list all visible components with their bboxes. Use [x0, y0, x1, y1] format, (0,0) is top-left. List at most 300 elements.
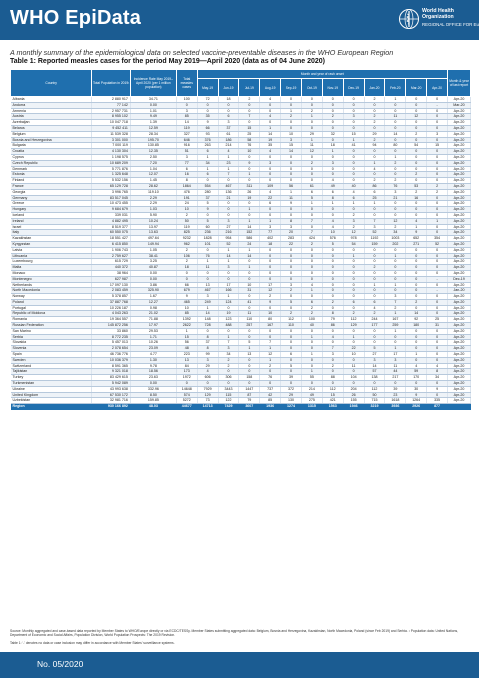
cell-incidence: 1.03	[130, 207, 176, 213]
cell-month-cases: 23	[385, 392, 406, 398]
cell-month-cases: 1	[281, 189, 302, 195]
header-month: Aug-19	[260, 79, 281, 97]
cell-month-cases: 6	[364, 299, 385, 305]
cell-population: 10 689 209	[92, 160, 131, 166]
cell-month-cases: 41	[343, 143, 364, 149]
cell-total-cases: 119	[176, 125, 197, 131]
cell-population: 615 729	[92, 259, 131, 265]
cell-month-cases: 29	[197, 363, 218, 369]
cell-month-cases: 0	[301, 357, 322, 363]
cell-month-cases: 40	[301, 323, 322, 329]
cell-month-cases: 3	[281, 224, 302, 230]
cell-total-cases: 15	[176, 334, 197, 340]
cell-month-cases: 0	[406, 102, 427, 108]
cell-month-cases: 216	[218, 230, 239, 236]
cell-population: 60 550 075	[92, 230, 131, 236]
cell-month-cases: 0	[385, 172, 406, 178]
who-logo	[398, 6, 488, 34]
cell-total-cases: 18	[176, 265, 197, 271]
cell-month-cases: 0	[385, 201, 406, 207]
cell-incidence: 10.26	[130, 340, 176, 346]
cell-month-cases: 488	[218, 323, 239, 329]
cell-month-cases: -	[427, 288, 448, 294]
cell-month-cases: 0	[322, 357, 343, 363]
cell-month-cases: 0	[427, 108, 448, 114]
cell-month-cases: 6	[301, 189, 322, 195]
header-bar	[0, 0, 488, 40]
cell-month-cases: 0	[301, 172, 322, 178]
cell-month-cases: 1	[260, 218, 281, 224]
cell-month-cases: 0	[301, 97, 322, 103]
cell-month-cases: 8	[197, 346, 218, 352]
cell-month-cases: 31	[239, 288, 260, 294]
cell-month-cases: 167	[385, 317, 406, 323]
cell-month-cases: 2	[364, 137, 385, 143]
cell-month-cases: 110	[239, 317, 260, 323]
cell-total-cases: 50	[176, 218, 197, 224]
cell-last-report: Apr-20	[448, 120, 471, 126]
cell-month-cases: 7	[385, 299, 406, 305]
cell-month-cases: 0	[260, 328, 281, 334]
cell-total-cases: 173	[176, 369, 197, 375]
footnote-table-note: Table 1: ‘-’ denotes no data or case inclusion may differ in accordance with Member States’ surveillance systems.	[10, 641, 175, 645]
cell-month-cases: 0	[427, 137, 448, 143]
cell-month-cases: 49	[322, 183, 343, 189]
cell-month-cases: 0	[343, 149, 364, 155]
cell-month-cases: 2	[301, 108, 322, 114]
cell-month-cases: 29	[281, 392, 302, 398]
cell-month-cases: 0	[218, 201, 239, 207]
cell-month-cases: 0	[301, 120, 322, 126]
cell-country: North Macedonia	[11, 288, 92, 294]
cell-incidence: 12.35	[130, 149, 176, 155]
cell-last-report: Apr-20	[448, 328, 471, 334]
cell-incidence: 0.98	[130, 305, 176, 311]
cell-country: Italy	[11, 230, 92, 236]
cell-month-cases: 7429	[218, 404, 239, 410]
cell-month-cases: 93	[197, 131, 218, 137]
cell-country: Belarus	[11, 125, 92, 131]
cell-month-cases: 1	[364, 160, 385, 166]
cell-country: Kazakhstan	[11, 236, 92, 242]
cell-month-cases: 76	[385, 183, 406, 189]
cell-month-cases: 0	[239, 212, 260, 218]
cell-month-cases: 4	[406, 363, 427, 369]
cell-month-cases: 4	[406, 218, 427, 224]
cell-month-cases: 31	[427, 323, 448, 329]
cell-month-cases: 61	[218, 131, 239, 137]
cell-total-cases: 8	[176, 178, 197, 184]
cell-month-cases: 14	[239, 253, 260, 259]
cell-month-cases: 2926	[406, 404, 427, 410]
cell-month-cases: 60	[197, 224, 218, 230]
cell-month-cases: 0	[385, 247, 406, 253]
cell-month-cases: 652	[406, 236, 427, 242]
cell-month-cases: 88	[322, 375, 343, 381]
cell-month-cases: 0	[197, 178, 218, 184]
cell-incidence: 497.64	[130, 236, 176, 242]
cell-month-cases: 2	[260, 294, 281, 300]
cell-month-cases: 0	[322, 270, 343, 276]
cell-month-cases: 30	[406, 386, 427, 392]
cell-month-cases: 57	[364, 369, 385, 375]
cell-month-cases: 25	[364, 195, 385, 201]
cell-population: 11 539 328	[92, 131, 131, 137]
cell-total-cases: 24	[176, 201, 197, 207]
cell-month-cases: 0	[343, 259, 364, 265]
cell-month-cases: 1	[281, 108, 302, 114]
cell-month-cases: 1	[406, 352, 427, 358]
cell-month-cases: 0	[301, 346, 322, 352]
cell-month-cases: 14	[239, 224, 260, 230]
cell-month-cases: 0	[197, 212, 218, 218]
cell-incidence: 12.59	[130, 125, 176, 131]
cell-month-cases: 10	[260, 311, 281, 317]
cell-month-cases: 0	[260, 247, 281, 253]
cell-month-cases: 0	[406, 178, 427, 184]
cell-incidence: 149.94	[130, 241, 176, 247]
cell-month-cases: 2	[406, 189, 427, 195]
cell-population: 4 882 495	[92, 218, 131, 224]
cell-month-cases: 0	[427, 294, 448, 300]
cell-month-cases: 0	[281, 125, 302, 131]
header-month-group: Month and year of rash onset	[197, 70, 447, 79]
cell-month-cases: 8	[281, 218, 302, 224]
cell-population: 4 043 263	[92, 311, 131, 317]
cell-month-cases: 0	[260, 305, 281, 311]
cell-incidence: 18.56	[130, 369, 176, 375]
cell-population: 1 906 743	[92, 247, 131, 253]
cell-month-cases: 0	[406, 154, 427, 160]
cell-incidence: 28.62	[130, 183, 176, 189]
cell-month-cases: 0	[322, 328, 343, 334]
cell-month-cases: 124	[218, 299, 239, 305]
cell-month-cases: 1	[385, 282, 406, 288]
cell-month-cases: 0	[343, 247, 364, 253]
cell-month-cases: 15	[281, 143, 302, 149]
cell-month-cases: 0	[385, 102, 406, 108]
cell-population: 10 047 718	[92, 120, 131, 126]
cell-total-cases: 1972	[176, 375, 197, 381]
cell-country: Georgia	[11, 189, 92, 195]
cell-month-cases: 0	[385, 149, 406, 155]
cell-month-cases: 1	[301, 352, 322, 358]
cell-country: Cyprus	[11, 154, 92, 160]
cell-month-cases: 0	[343, 369, 364, 375]
cell-month-cases: 6	[322, 189, 343, 195]
cell-month-cases: 1	[322, 201, 343, 207]
cell-month-cases: 77	[260, 230, 281, 236]
cell-month-cases: 2	[364, 120, 385, 126]
cell-month-cases: 13	[239, 352, 260, 358]
cell-month-cases: 0	[281, 294, 302, 300]
cell-month-cases: 0	[281, 102, 302, 108]
cell-month-cases: 0	[343, 172, 364, 178]
cell-month-cases: 0	[281, 381, 302, 387]
cell-month-cases: 0	[260, 108, 281, 114]
cell-month-cases: 0	[427, 328, 448, 334]
cell-month-cases: 271	[406, 241, 427, 247]
cell-month-cases: 0	[406, 212, 427, 218]
cell-month-cases: 0	[406, 381, 427, 387]
cell-month-cases: 34	[385, 230, 406, 236]
cell-month-cases: 6	[197, 172, 218, 178]
cell-total-cases: 0	[176, 270, 197, 276]
cell-month-cases: 2	[322, 114, 343, 120]
header-last-report: Month & year of last report	[448, 70, 471, 97]
cell-month-cases: 0	[301, 212, 322, 218]
cell-month-cases: 138	[364, 375, 385, 381]
cell-month-cases: 306	[218, 375, 239, 381]
cell-month-cases: 978	[343, 236, 364, 242]
cell-total-cases: 679	[176, 288, 197, 294]
cell-month-cases: 0	[322, 166, 343, 172]
cell-month-cases: 0	[406, 120, 427, 126]
cell-month-cases: 0	[218, 369, 239, 375]
cell-month-cases: 0	[427, 311, 448, 317]
cell-month-cases: 0	[364, 102, 385, 108]
cell-country: Turkey	[11, 375, 92, 381]
cell-month-cases: 54	[343, 241, 364, 247]
cell-month-cases: 0	[281, 276, 302, 282]
cell-month-cases: 0	[218, 270, 239, 276]
cell-month-cases: 29	[301, 131, 322, 137]
cell-month-cases: 2	[343, 212, 364, 218]
cell-month-cases: 80	[385, 143, 406, 149]
cell-month-cases: 21	[218, 195, 239, 201]
cell-month-cases: 2	[385, 305, 406, 311]
cell-month-cases: 2	[301, 241, 322, 247]
cell-month-cases: 0	[281, 120, 302, 126]
cell-incidence: 12.07	[130, 172, 176, 178]
cell-month-cases: 0	[427, 201, 448, 207]
cell-month-cases: 0	[364, 340, 385, 346]
cell-month-cases: 586	[239, 236, 260, 242]
cell-last-report: Apr-20	[448, 183, 471, 189]
cell-month-cases: 1	[260, 125, 281, 131]
cell-month-cases: 3	[322, 160, 343, 166]
cell-last-report: Mar-20	[448, 102, 471, 108]
cell-incidence: 2.29	[130, 195, 176, 201]
cell-month-cases: 0	[301, 381, 322, 387]
cell-country: Turkmenistan	[11, 381, 92, 387]
cell-total-cases: 0	[176, 276, 197, 282]
cell-month-cases: 259	[385, 323, 406, 329]
cell-month-cases: 0	[301, 294, 322, 300]
cell-month-cases: 0	[427, 224, 448, 230]
cell-month-cases: 3607	[239, 404, 260, 410]
cell-month-cases: 7	[260, 340, 281, 346]
cell-incidence: 1.01	[130, 108, 176, 114]
cell-month-cases: 0	[406, 125, 427, 131]
cell-total-cases: 574	[176, 392, 197, 398]
cell-country: Netherlands	[11, 282, 92, 288]
cell-total-cases: 465	[176, 299, 197, 305]
cell-month-cases: 112	[364, 386, 385, 392]
cell-month-cases: 0	[281, 369, 302, 375]
cell-month-cases: 0	[301, 207, 322, 213]
cell-month-cases: 1	[239, 346, 260, 352]
cell-month-cases: 0	[239, 334, 260, 340]
cell-month-cases: 0	[343, 328, 364, 334]
cell-month-cases: 4	[197, 369, 218, 375]
cell-month-cases: 0	[260, 265, 281, 271]
cell-incidence: 0.00	[130, 270, 176, 276]
cell-month-cases: 6	[281, 352, 302, 358]
cell-month-cases: 25	[427, 317, 448, 323]
cell-month-cases: 0	[385, 340, 406, 346]
cell-last-report: Apr-20	[448, 166, 471, 172]
cell-month-cases: 1936	[260, 404, 281, 410]
cell-month-cases: 27	[364, 352, 385, 358]
cell-country: San Marino	[11, 328, 92, 334]
cell-month-cases: 1	[301, 114, 322, 120]
cell-month-cases: 1	[343, 334, 364, 340]
measles-table	[10, 69, 471, 410]
cell-country: Serbia	[11, 334, 92, 340]
cell-incidence: 325.90	[130, 288, 176, 294]
cell-month-cases: 87	[239, 392, 260, 398]
cell-total-cases: 3	[176, 154, 197, 160]
cell-population: 930 166 892	[92, 404, 131, 410]
cell-month-cases: 0	[364, 276, 385, 282]
cell-total-cases: 84	[176, 363, 197, 369]
cell-month-cases: 8	[322, 195, 343, 201]
cell-month-cases: 0	[281, 265, 302, 271]
cell-month-cases: 0	[406, 97, 427, 103]
cell-month-cases: 4	[322, 334, 343, 340]
cell-month-cases: 0	[260, 253, 281, 259]
cell-last-report	[448, 404, 471, 410]
cell-country: Uzbekistan	[11, 398, 92, 404]
cell-month-cases: 0	[197, 276, 218, 282]
cell-last-report: Apr-20	[448, 363, 471, 369]
cell-month-cases: 1	[197, 305, 218, 311]
cell-incidence: 10.24	[130, 218, 176, 224]
cell-month-cases: 35	[197, 114, 218, 120]
cell-month-cases: 0	[427, 270, 448, 276]
cell-country: Hungary	[11, 207, 92, 213]
cell-month-cases: 14713	[197, 404, 218, 410]
cell-month-cases: 0	[364, 207, 385, 213]
cell-month-cases: 9	[281, 201, 302, 207]
cell-month-cases: 335	[427, 398, 448, 404]
cell-month-cases: 0	[239, 178, 260, 184]
cell-month-cases: 0	[406, 259, 427, 265]
cell-month-cases: 5	[197, 218, 218, 224]
cell-country: Russian Federation	[11, 323, 92, 329]
cell-month-cases: 25	[239, 131, 260, 137]
cell-month-cases: 5	[301, 195, 322, 201]
cell-month-cases: 467	[197, 288, 218, 294]
cell-month-cases: 170	[406, 375, 427, 381]
cell-incidence: 0.00	[130, 276, 176, 282]
cell-month-cases: 16	[406, 195, 427, 201]
cell-month-cases: 20	[281, 230, 302, 236]
cell-month-cases: 0	[364, 172, 385, 178]
cell-incidence: 119.10	[130, 189, 176, 195]
cell-incidence: 23.09	[130, 346, 176, 352]
cell-month-cases: 1	[239, 172, 260, 178]
cell-month-cases: 17	[385, 352, 406, 358]
cell-total-cases: 85	[176, 311, 197, 317]
cell-month-cases: 4	[364, 166, 385, 172]
cell-month-cases: 217	[385, 375, 406, 381]
cell-last-report: Apr-20	[448, 201, 471, 207]
cell-month-cases: 0	[239, 357, 260, 363]
cell-month-cases: 19	[260, 137, 281, 143]
cell-month-cases: 58	[239, 137, 260, 143]
cell-country: Republic of Moldova	[11, 311, 92, 317]
cell-country: Croatia	[11, 149, 92, 155]
cell-month-cases: 35	[260, 143, 281, 149]
cell-month-cases: 7	[322, 346, 343, 352]
cell-month-cases: 3	[197, 357, 218, 363]
cell-month-cases: 3936	[385, 404, 406, 410]
cell-month-cases: 8	[322, 311, 343, 317]
cell-month-cases: 0	[322, 259, 343, 265]
cell-month-cases: 3	[385, 357, 406, 363]
cell-month-cases: 2	[385, 224, 406, 230]
cell-total-cases: 6	[176, 166, 197, 172]
cell-month-cases: 0	[301, 363, 322, 369]
cell-month-cases: 80	[260, 317, 281, 323]
cell-month-cases: 17	[218, 282, 239, 288]
cell-country: Bosnia and Herzegovina	[11, 137, 92, 143]
cell-month-cases: -	[427, 276, 448, 282]
cell-incidence: 1.05	[130, 247, 176, 253]
cell-month-cases: 18	[260, 241, 281, 247]
cell-month-cases: 2	[406, 131, 427, 137]
logo-line-3: REGIONAL OFFICE FOR Europe	[422, 22, 488, 27]
cell-month-cases: 554	[197, 183, 218, 189]
cell-month-cases: 2	[301, 311, 322, 317]
cell-month-cases: 0	[322, 207, 343, 213]
cell-month-cases: 275	[301, 398, 322, 404]
cell-month-cases: 0	[364, 154, 385, 160]
cell-incidence: 4.77	[130, 352, 176, 358]
cell-month-cases: 3	[197, 294, 218, 300]
cell-month-cases: 0	[281, 247, 302, 253]
cell-month-cases: 0	[427, 195, 448, 201]
cell-population: 8 519 377	[92, 224, 131, 230]
cell-last-report: Apr-20	[448, 398, 471, 404]
cell-month-cases: 73	[197, 398, 218, 404]
cell-month-cases: 86	[364, 183, 385, 189]
cell-last-report: Apr-20	[448, 131, 471, 137]
cell-month-cases: 3	[260, 224, 281, 230]
cell-month-cases: 2	[427, 183, 448, 189]
cell-month-cases: 3	[385, 189, 406, 195]
cell-month-cases: 22	[281, 241, 302, 247]
logo-line-2: Organization	[422, 14, 454, 20]
cell-month-cases: 22	[260, 195, 281, 201]
cell-last-report: Apr-20	[448, 282, 471, 288]
cell-last-report: Apr-20	[448, 311, 471, 317]
cell-month-cases: 1	[239, 247, 260, 253]
cell-month-cases: 11	[385, 363, 406, 369]
cell-month-cases: 14	[281, 149, 302, 155]
cell-population: 4 130 304	[92, 149, 131, 155]
cell-country: Monaco	[11, 270, 92, 276]
cell-month-cases: 2	[364, 311, 385, 317]
cell-month-cases: 0	[427, 207, 448, 213]
cell-month-cases: 94	[364, 143, 385, 149]
page-title: WHO EpiData	[10, 7, 142, 29]
cell-total-cases: 16	[176, 172, 197, 178]
cell-incidence: 71.88	[130, 317, 176, 323]
cell-country: Lithuania	[11, 253, 92, 259]
